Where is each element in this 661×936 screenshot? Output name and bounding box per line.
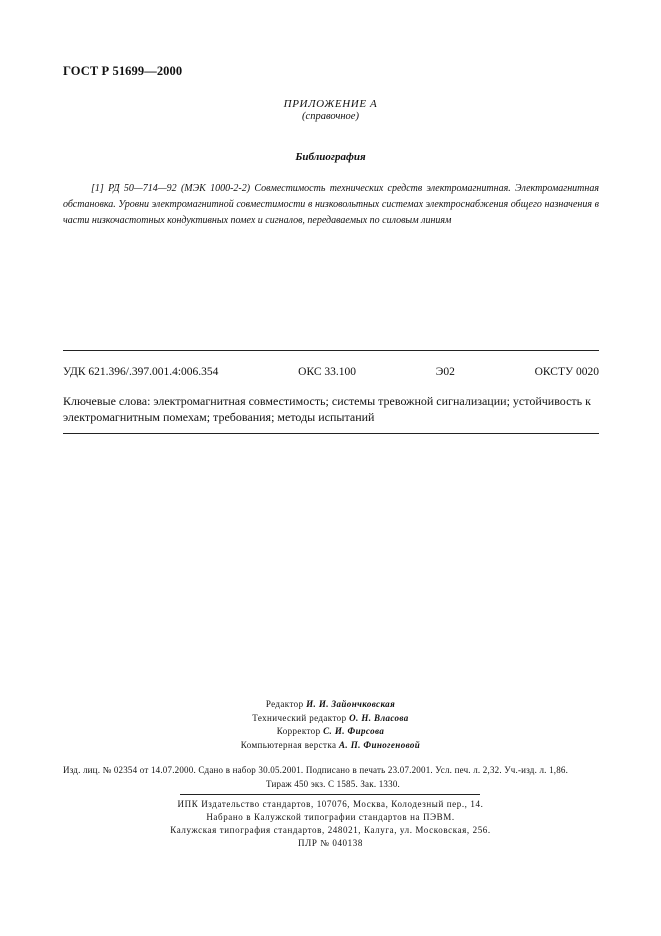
keywords: Ключевые слова: электромагнитная совместимость; системы тревожной сигнализации; устойчивость к электромагнитным помехам; требования; методы испытаний <box>63 394 591 424</box>
okstu-code: ОКСТУ 0020 <box>534 366 599 378</box>
document-number: ГОСТ Р 51699—2000 <box>63 64 183 78</box>
credit-proofreader: Корректор С. И. Фирсова <box>276 726 385 736</box>
printer-info <box>0 798 661 850</box>
group-code: Э02 <box>435 366 455 378</box>
publication-line-1: Изд. лиц. № 02354 от 14.07.2000. Сдано в набор 30.05.2001. Подписано в печать 23.07.2001. Усл. печ. л. 2,32. Уч.-изд. л. 1,86. <box>63 765 569 775</box>
bibliography-title: Библиография <box>295 151 366 163</box>
oks-code: ОКС 33.100 <box>298 366 356 378</box>
credit-layout: Компьютерная верстка А. П. Финогеновой <box>240 739 421 750</box>
credits-block <box>0 698 661 752</box>
appendix-subtitle: (справочное) <box>302 111 359 122</box>
printer-line-2: Набрано в Калужской типографии стандартов на ПЭВМ. <box>206 812 455 822</box>
publication-info <box>63 764 603 791</box>
publication-line-2: Тираж 450 экз. С 1585. Зак. 1330. <box>266 778 400 789</box>
credit-tech-editor: Технический редактор О. Н. Власова <box>252 712 409 723</box>
divider-printer <box>180 794 480 795</box>
printer-line-4: ПЛР № 040138 <box>298 838 363 848</box>
udk-code: УДК 621.396/.397.001.4:006.354 <box>63 366 219 378</box>
bibliography-entry: [1] РД 50—714—92 (МЭК 1000-2-2) Совместимость технических средств электромагнитная. Электромагнитная обстановка. Уровни электромагнитной совместимости в низковольтных системах электроснабжения общего назначения в части низкочастотных кондуктивных помех и сигналов, передаваемых по силовым линиям <box>63 183 599 226</box>
printer-line-3: Калужская типография стандартов, 248021, Калуга, ул. Московская, 256. <box>170 825 491 835</box>
divider-bottom <box>63 433 599 434</box>
appendix-title: ПРИЛОЖЕНИЕ А <box>283 98 378 110</box>
classification-row <box>63 366 599 378</box>
divider-top <box>63 350 599 351</box>
printer-line-1: ИПК Издательство стандартов, 107076, Москва, Колодезный пер., 14. <box>177 799 484 809</box>
credit-editor: Редактор И. И. Зайончковская <box>265 699 396 709</box>
